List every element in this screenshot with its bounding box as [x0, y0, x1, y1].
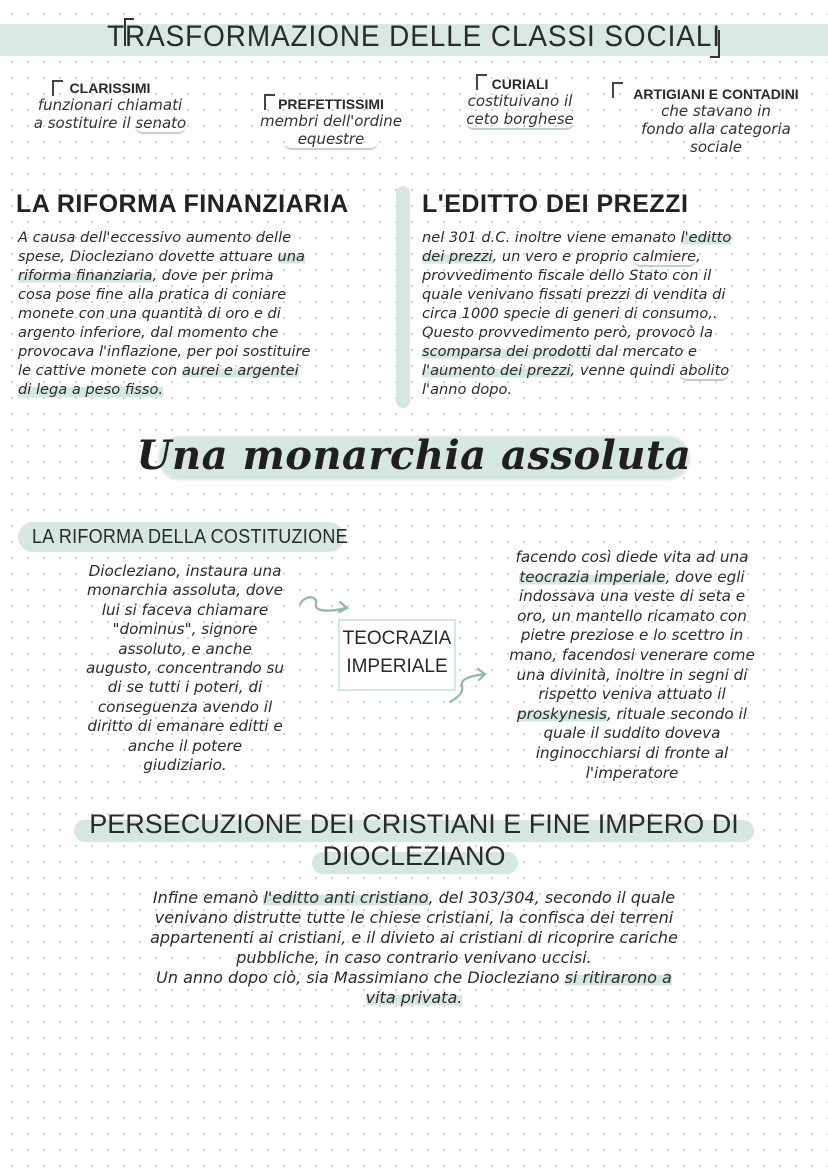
class-clarissimi: [10, 80, 210, 132]
class-desc: funzionari chiamati: [37, 96, 183, 114]
class-desc: membri dell'ordine: [259, 112, 403, 130]
riforma-text: A causa dell'eccessivo aumento delle spese, Diocleziano dovette attuare una riforma finanziaria, dove per prima cosa pose fine alla pratica di coniare monete con una quantità di oro e di argento inferiore, dal momento che provocava l'inflazione, per poi sostituire le cattive monete con aurei e argentei di lega a peso fisso.: [18, 229, 311, 398]
teocrazia-text: facendo così diede vita ad una teocrazia imperiale, dove egli indossava una veste di seta e oro, un mantello ricamato con pietre preziose e lo scettro in mano, facendosi venerare come una divinità, inoltre in segni di rispetto veniva attuato il proskynesis, rituale secondo il quale il suddito doveva inginocchiarsi di fronte al l'imperatore: [509, 548, 755, 782]
section-heading-editto: L'EDITTO DEI PREZZI: [422, 190, 689, 218]
class-desc: costituivano il: [467, 92, 573, 110]
class-desc: ceto borghese: [466, 110, 574, 128]
class-name: PREFETTISSIMI: [278, 96, 384, 112]
class-desc: sociale: [690, 138, 742, 156]
class-name: CLARISSIMI: [69, 80, 151, 96]
class-prefettissimi: [236, 96, 426, 148]
persecuzione-text: Infine emanò l'editto anti cristiano, del 303/304, secondo il quale venivano distrutte tutte le chiese cristiani, la confisca dei terreni appartenenti ai cristiani, e il divieto ai cristiani di ricoprire cariche pubbliche, in caso contrario venivano uccisi. Un anno dopo ciò, sia Massimiano che Diocleziano si ritirarono a vita privata.: [150, 888, 678, 1007]
class-desc: equestre: [236, 130, 426, 148]
class-desc: che stavano in: [661, 102, 771, 120]
class-artigiani: [612, 86, 820, 156]
section-heading-costituzione: LA RIFORMA DELLA COSTITUZIONE: [32, 526, 348, 548]
costituzione-text: Diocleziano, instaura una monarchia assoluta, dove lui si faceva chiamare "dominus", signore assoluto, e anche augusto, concentrando su di se tutti i poteri, di conseguenza avendo il diritto di emanare editti e anche il potere giudiziario.: [85, 562, 285, 775]
class-curiali: [440, 76, 600, 128]
teocrazia-label: TEOCRAZIA IMPERIALE: [342, 628, 452, 677]
class-desc: a sostituire il senato: [33, 114, 187, 132]
column-divider: [396, 186, 410, 408]
class-desc: fondo alla categoria: [641, 120, 791, 138]
page-title: TRASFORMAZIONE DELLE CLASSI SOCIALI: [107, 20, 721, 53]
class-name: ARTIGIANI E CONTADINI: [633, 86, 799, 102]
section-heading-persecuzione: PERSECUZIONE DEI CRISTIANI E FINE IMPERO DI DIOCLEZIANO: [89, 809, 739, 871]
editto-text: nel 301 d.C. inoltre viene emanato l'editto dei prezzi, un vero e proprio calmiere, provvedimento fiscale dello Stato con il quale venivano fissati prezzi di vendita di circa 1000 specie di generi di consumo,. Questo provvedimento però, provocò la scomparsa dei prodotti dal mercato e l'aumento dei prezzi, venne quindi abolito l'anno dopo.: [422, 229, 732, 398]
section-title-monarchia: Una monarchia assoluta: [136, 432, 692, 479]
class-name: CURIALI: [491, 76, 549, 92]
section-heading-riforma: LA RIFORMA FINANZIARIA: [16, 190, 349, 218]
